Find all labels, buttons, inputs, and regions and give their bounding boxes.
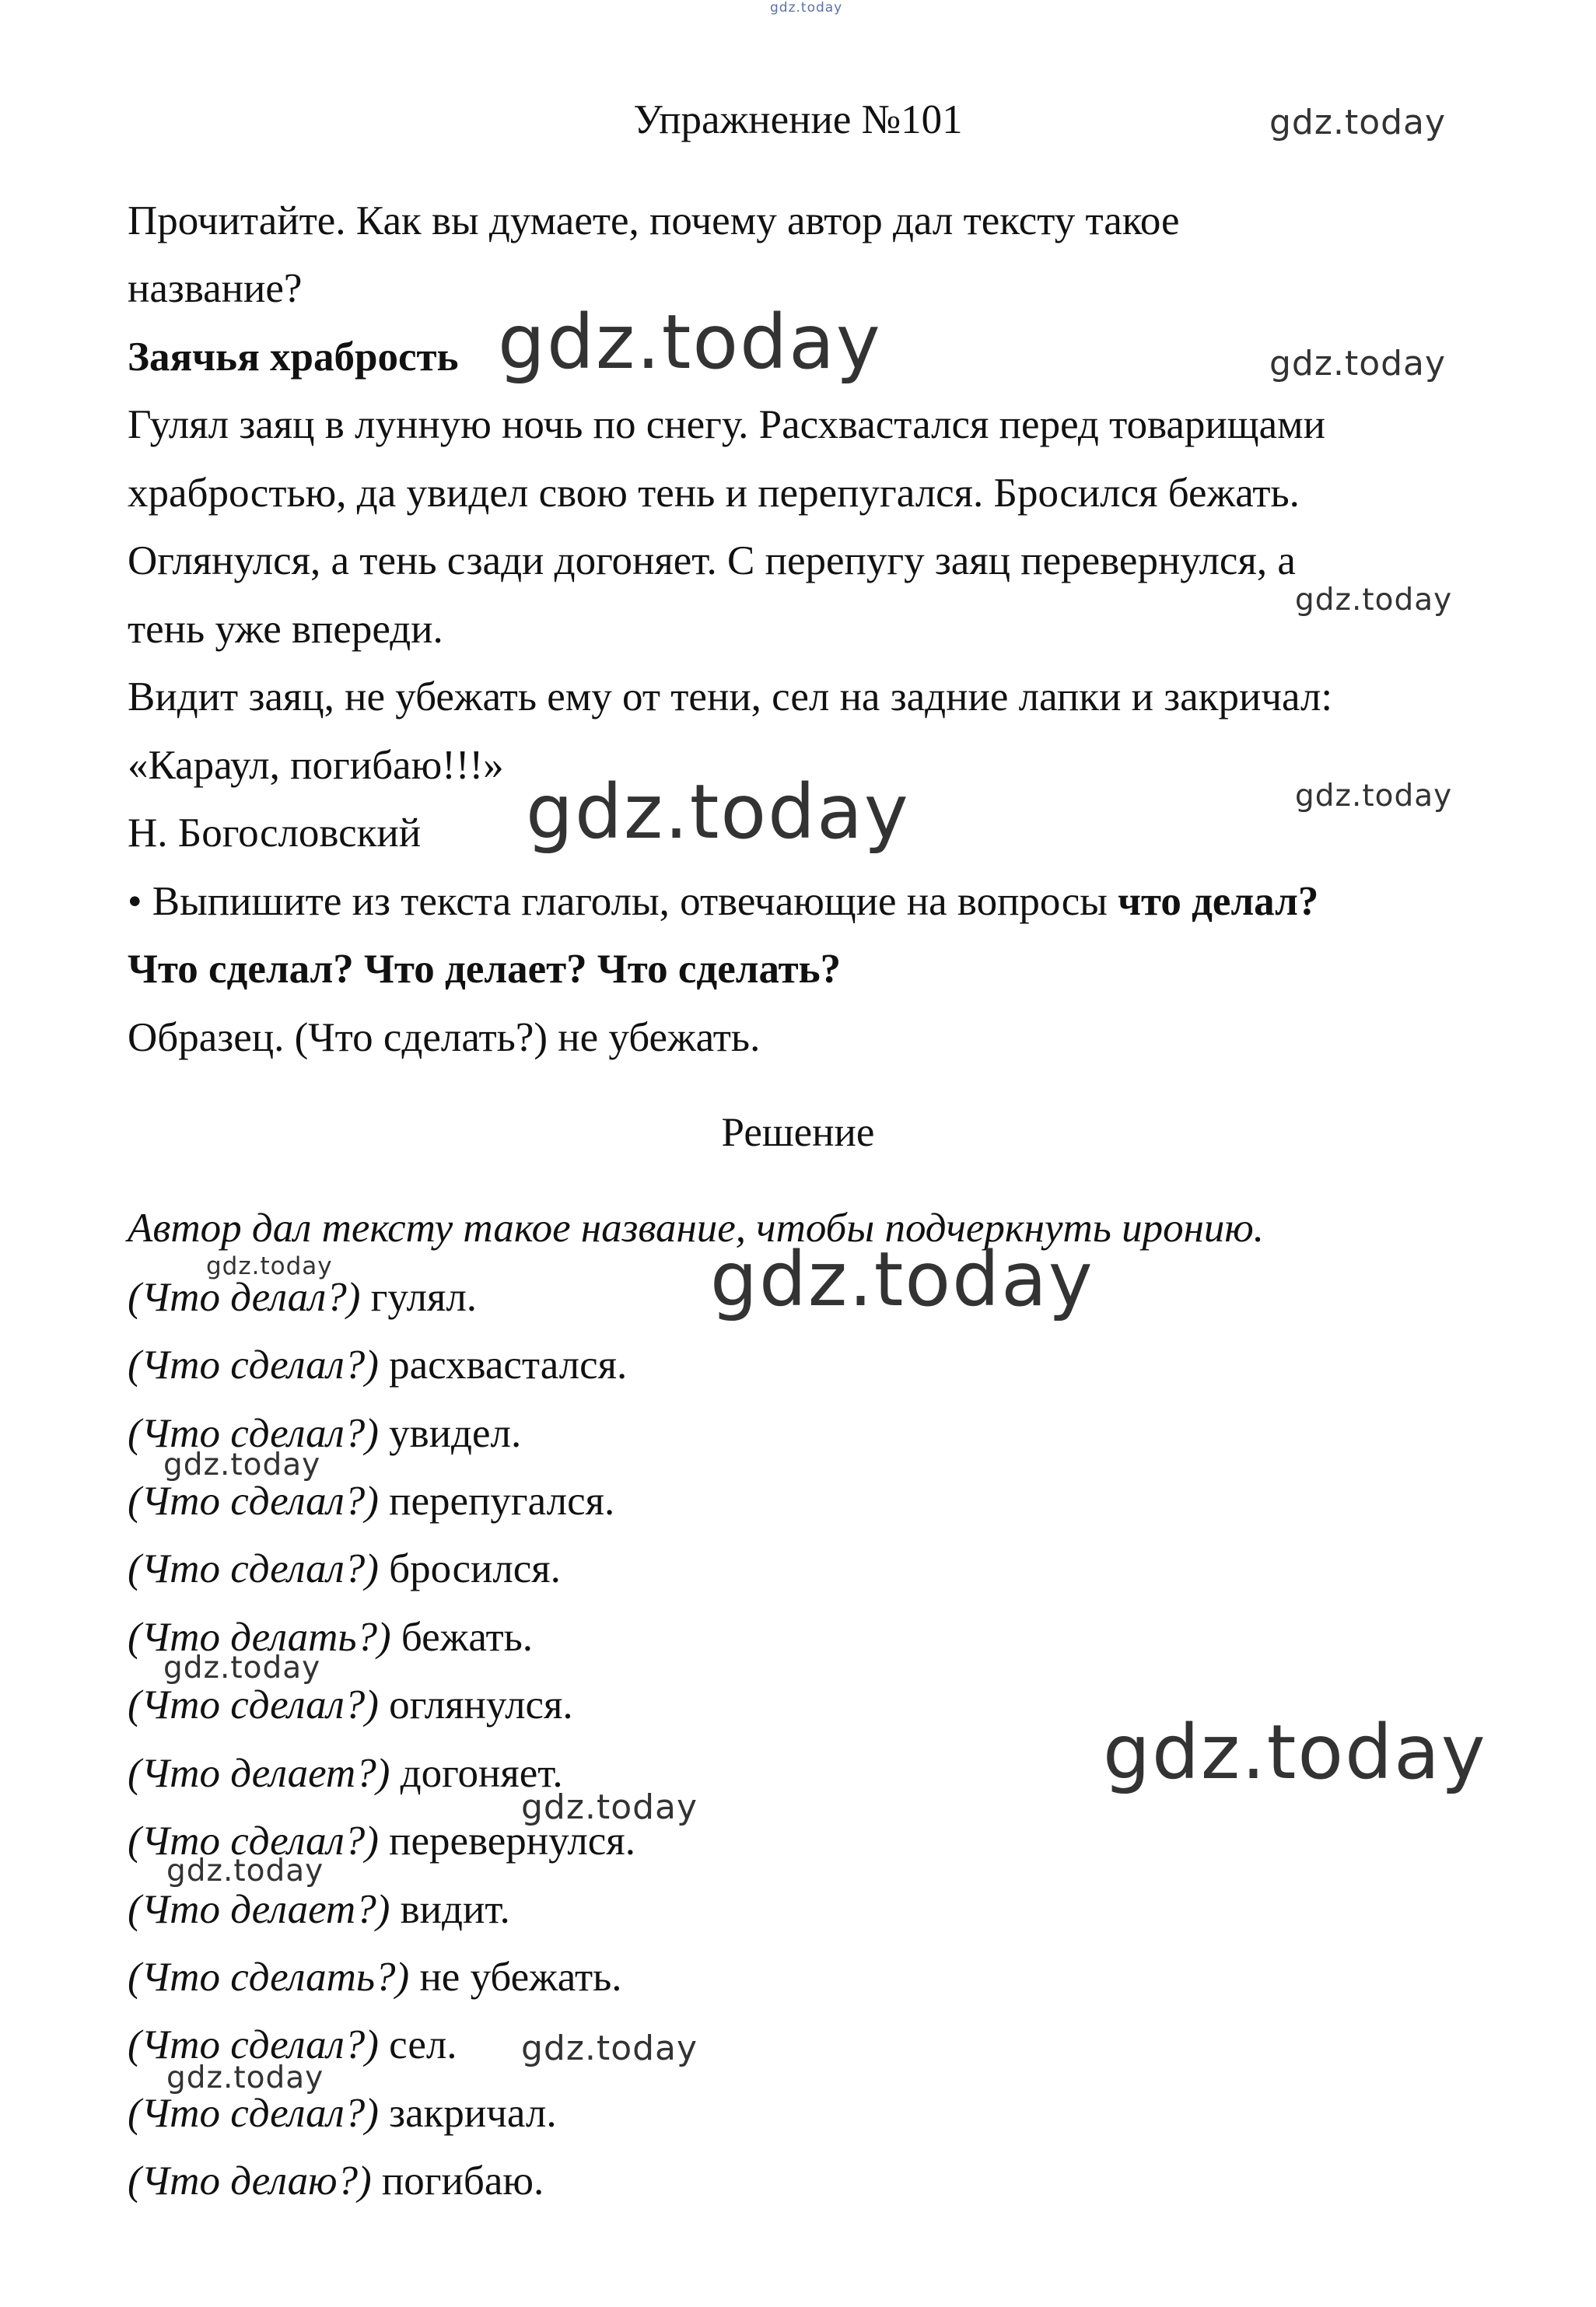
verb-question: (Что сделал?)	[128, 1546, 379, 1591]
story-title: Заячья храбрость	[128, 334, 459, 380]
verb-question: (Что сделал?)	[128, 1479, 379, 1524]
watermark: gdz.today	[710, 1236, 1094, 1323]
verb-question: (Что делал?)	[128, 1275, 361, 1320]
watermark: gdz.today	[1295, 779, 1453, 814]
story-line: тень уже впереди.	[128, 607, 443, 652]
verb-answer: увидел.	[378, 1411, 522, 1456]
verb-answer: бежать.	[390, 1615, 534, 1660]
watermark: gdz.today	[163, 1651, 321, 1686]
verb-question: (Что сделал?)	[128, 1343, 379, 1388]
watermark: gdz.today	[166, 2060, 324, 2095]
verb-line	[128, 1753, 563, 1794]
solution-heading: Решение	[721, 1110, 875, 1155]
verb-answer: перепугался.	[378, 1479, 615, 1524]
story-line: «Караул, погибаю!!!»	[128, 743, 504, 788]
verb-question: (Что сделал?)	[128, 1819, 379, 1864]
verb-answer: оглянулся.	[378, 1682, 573, 1728]
verb-question: (Что делает?)	[128, 1751, 390, 1796]
verb-line	[128, 2158, 544, 2204]
sample-line: Образец. (Что сделать?) не убежать.	[128, 1015, 761, 1060]
instruction-line: название?	[128, 266, 303, 311]
verb-answer: погибаю.	[371, 2158, 544, 2204]
verb-line	[128, 1546, 561, 1591]
watermark: gdz.today	[1269, 344, 1447, 383]
watermark: gdz.today	[166, 1854, 324, 1889]
watermark: gdz.today	[1269, 103, 1447, 142]
verb-answer: догоняет.	[390, 1751, 563, 1796]
verb-line	[128, 1345, 627, 1386]
solution-answer: Автор дал тексту такое название, чтобы подчеркнуть иронию.	[128, 1206, 1265, 1251]
watermark: gdz.today	[521, 2029, 698, 2068]
story-author: Н. Богословский	[128, 810, 422, 856]
story-line: Гулял заяц в лунную ночь по снегу. Расхвастался перед товарищами	[128, 402, 1326, 447]
watermark: gdz.today	[498, 299, 882, 386]
question-bold: что делал?	[1118, 879, 1319, 924]
question-text: • Выпишите из текста глаголы, отвечающие на вопросы	[128, 879, 1118, 924]
instruction-line: Прочитайте. Как вы думаете, почему автор дал тексту такое	[128, 198, 1180, 243]
watermark: gdz.today	[770, 0, 843, 16]
watermark: gdz.today	[1103, 1709, 1487, 1796]
verb-line	[128, 1957, 622, 1998]
verb-line	[128, 2093, 557, 2134]
verb-answer: закричал.	[378, 2091, 557, 2136]
verb-answer: бросился.	[378, 1546, 561, 1591]
verb-question: (Что делать?)	[128, 1615, 391, 1660]
verb-question: (Что сделал?)	[128, 2091, 379, 2136]
verb-line	[128, 1682, 573, 1728]
story-line: храбростью, да увидел свою тень и перепугался. Бросился бежать.	[128, 471, 1300, 516]
watermark: gdz.today	[521, 1787, 698, 1827]
verb-question: (Что сделал?)	[128, 1411, 379, 1456]
verb-answer: не убежать.	[409, 1955, 622, 2000]
story-line: Видит заяц, не убежать ему от тени, сел на задние лапки и закричал:	[128, 674, 1333, 719]
watermark: gdz.today	[163, 1448, 321, 1483]
verb-answer: расхвастался.	[378, 1343, 628, 1388]
verb-answer: перевернулся.	[378, 1819, 635, 1864]
verb-question: (Что сделать?)	[128, 1955, 410, 2000]
story-line: Оглянулся, а тень сзади догоняет. С перепугу заяц перевернулся, а	[128, 538, 1296, 583]
question-line	[128, 881, 1318, 922]
verb-answer: видит.	[390, 1887, 510, 1932]
verb-question: (Что делает?)	[128, 1887, 390, 1932]
watermark: gdz.today	[526, 768, 910, 856]
verb-question: (Что сделал?)	[128, 1682, 379, 1728]
exercise-title: Упражнение №101	[633, 97, 963, 142]
verb-answer: гулял.	[360, 1275, 478, 1320]
verb-question: (Что делаю?)	[128, 2158, 372, 2204]
verb-question: (Что сделал?)	[128, 2022, 379, 2067]
watermark: gdz.today	[1295, 583, 1453, 618]
verb-line	[128, 1889, 510, 1931]
verb-line	[128, 1481, 614, 1522]
question-bold-line: Что сделал? Что делает? Что сделать?	[128, 947, 842, 992]
verb-answer: сел.	[378, 2022, 457, 2067]
verb-line	[128, 1277, 477, 1318]
watermark: gdz.today	[206, 1252, 333, 1280]
